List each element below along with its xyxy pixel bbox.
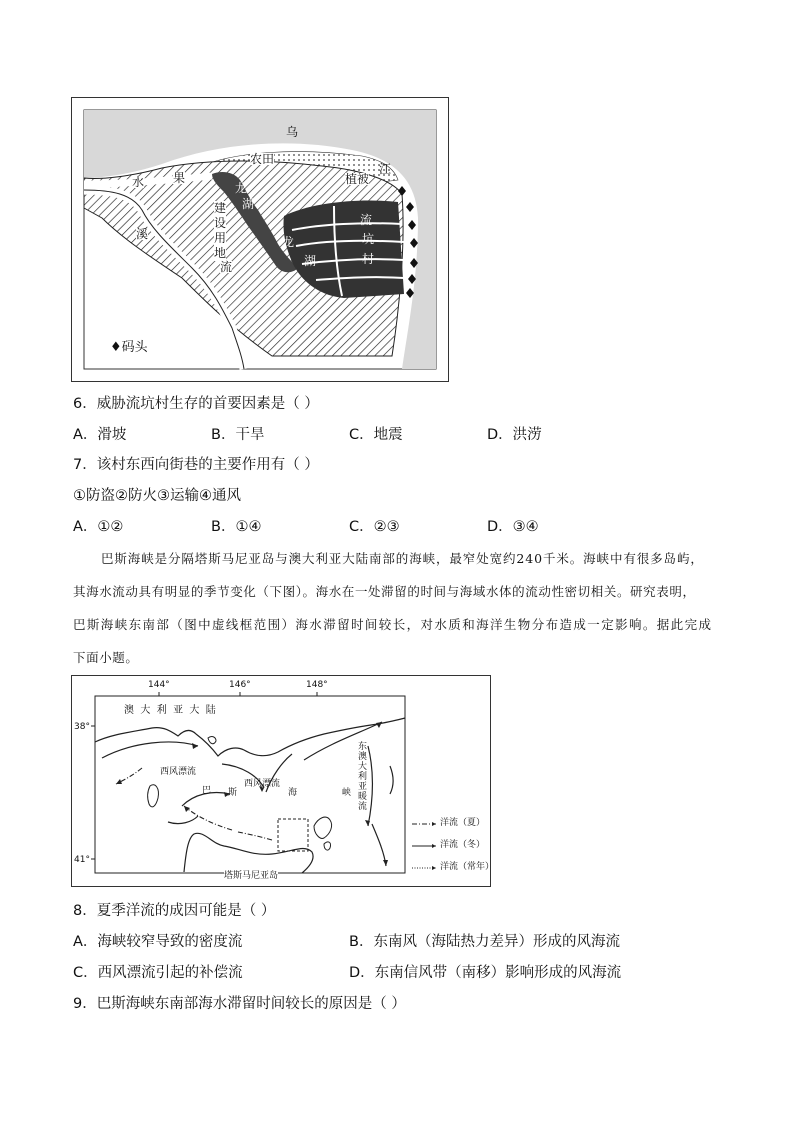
lon-label-144: 144° (148, 680, 170, 690)
passage-line-4: 下面小题。 (73, 650, 139, 665)
question-9-stem: 9．巴斯海峡东南部海水滞留时间较长的原因是（ ） (73, 996, 406, 1012)
map-label-shui: 水 (132, 175, 145, 189)
map-label-nongtian: 农田 (250, 152, 275, 166)
map-label-liu: 流 (220, 260, 233, 274)
bass-strait-map-figure (71, 675, 495, 887)
passage-line-1: 巴斯海峡是分隔塔斯马尼亚岛与澳大利亚大陆南部的海峡，最窄处宽约240千米。海峡中有很多岛屿， (101, 551, 704, 566)
legend-summer: 洋流（夏） (440, 818, 486, 828)
q7-option-d[interactable]: D．③④ (487, 519, 539, 535)
lat-label-38: 38° (74, 722, 90, 732)
question-8-stem: 8．夏季洋流的成因可能是（ ） (73, 903, 276, 919)
map-label-zhibei: 植被 (345, 172, 370, 186)
q7-option-b[interactable]: B．①④ (211, 519, 262, 535)
map-label-guo: 果 (173, 171, 186, 185)
lat-label-41: 41° (74, 855, 90, 865)
q7-option-c[interactable]: C．②③ (349, 519, 400, 535)
map-label-long-1: 龙 (235, 181, 248, 195)
q6-option-b[interactable]: B．干旱 (211, 427, 265, 443)
passage-line-2: 其海水流动具有明显的季节变化（下图）。海水在一处滞留的时间与海域水体的流动性密切相关。研究表明， (73, 584, 696, 599)
map-label-hu-2: 湖 (304, 254, 317, 268)
bass-strait-passage (73, 542, 723, 674)
map-label-wu: 乌 (286, 125, 299, 139)
map-label-village-keng: 坑 (362, 232, 375, 246)
map-label-village-cun: 村 (362, 252, 375, 266)
passage-line-3: 巴斯海峡东南部（图中虚线框范围）海水滞留时间较长，对水质和海洋生物分布造成一定影响。据此完成 (73, 617, 713, 632)
map-label-village-liu: 流 (360, 213, 373, 227)
tasmania-label: 塔斯马尼亚岛 (224, 871, 279, 881)
question-7-stem: 7．该村东西向街巷的主要作用有（ ） (73, 457, 319, 473)
village-map-figure (71, 97, 449, 382)
q8-option-b[interactable]: B．东南风（海陆热力差异）形成的风海流 (349, 934, 620, 950)
mainland-label: 澳 大 利 亚 大 陆 (124, 705, 216, 716)
strait-label-hai: 海 (288, 788, 298, 798)
q8-option-c[interactable]: C．西风漂流引起的补偿流 (73, 965, 243, 981)
map-label-hu-1: 湖 (242, 197, 255, 211)
west-wind-drift-label-2: 西风漂流 (244, 779, 281, 789)
strait-label-si: 斯 (228, 788, 238, 798)
q6-option-d[interactable]: D．洪涝 (487, 427, 542, 443)
q8-option-d[interactable]: D．东南信风带（南移）影响形成的风海流 (349, 965, 622, 981)
strait-label-xia: 峡 (342, 788, 352, 798)
map-label-long-2: 龙 (282, 235, 295, 249)
question-6-stem: 6．威胁流坑村生存的首要因素是（ ） (73, 396, 319, 412)
map-label-xi: 溪 (136, 227, 149, 241)
village-map-graphic (72, 98, 448, 381)
map-label-jiang: 江 (379, 162, 392, 176)
q8-option-a[interactable]: A．海峡较窄导致的密度流 (73, 934, 243, 950)
strait-label-ba: 巴 (202, 786, 212, 796)
east-australian-current-label: 东 澳 大 利 亚 暖 流 (358, 742, 368, 812)
legend-winter: 洋流（冬） (440, 840, 486, 850)
legend-all-year: 洋流（常年） (440, 862, 495, 872)
map-legend-dock: ♦码头 (110, 340, 148, 355)
q6-option-c[interactable]: C．地震 (349, 427, 403, 443)
q6-option-a[interactable]: A．滑坡 (73, 427, 127, 443)
west-wind-drift-label-1: 西风漂流 (160, 767, 197, 777)
q7-option-a[interactable]: A．①② (73, 519, 124, 535)
lon-label-148: 148° (306, 680, 328, 690)
question-7-items: ①防盗②防火③运输④通风 (73, 488, 241, 504)
map-label-jianshe-yongdi: 建 设 用 地 (214, 201, 227, 260)
lon-label-146: 146° (229, 680, 251, 690)
